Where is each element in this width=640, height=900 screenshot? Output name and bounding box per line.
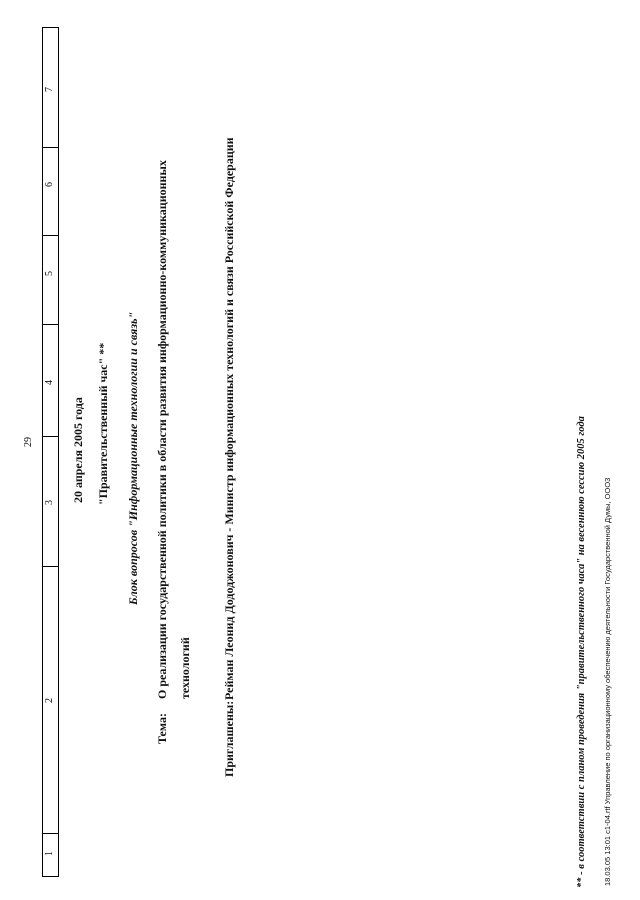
column-separator xyxy=(42,436,59,437)
column-number: 3 xyxy=(44,500,55,505)
topic-label: Тема: xyxy=(155,713,169,744)
file-info: 18.03.05 13:01 c1-04.rtf Управление по организационному обеспечению деятельности Государственной Думы, ООО3 xyxy=(603,477,612,886)
column-separator xyxy=(42,324,59,325)
topic-text: О реализации государственной политики в области развития информационно-коммуникационных xyxy=(155,160,169,699)
column-number: 1 xyxy=(44,851,55,856)
invited-label: Приглашены: xyxy=(222,700,236,777)
column-number: 4 xyxy=(44,380,55,385)
column-separator xyxy=(42,833,59,834)
column-number: 2 xyxy=(44,698,55,703)
column-number: 6 xyxy=(44,182,55,187)
topic-text-continued: технологий xyxy=(178,637,192,699)
column-number: 5 xyxy=(44,271,55,276)
column-separator xyxy=(42,566,59,567)
column-separator xyxy=(42,235,59,236)
column-header-table xyxy=(42,27,59,877)
column-number: 7 xyxy=(44,87,55,92)
column-separator xyxy=(42,147,59,148)
block-title: Блок вопросов "Информационные технологии и связь" xyxy=(126,311,140,605)
page-number: 29 xyxy=(23,437,34,447)
event-title: "Правительственный час" ** xyxy=(96,342,110,505)
invited-value: Рейман Леонид Дододжонович - Министр информационных технологий и связи Российской Федерации xyxy=(222,137,236,700)
date-heading: 20 апреля 2005 года xyxy=(71,397,85,503)
footnote: ** - в соответствии с планом проведения "правительственного часа" на весеннюю сессию 2005 года xyxy=(576,416,587,888)
